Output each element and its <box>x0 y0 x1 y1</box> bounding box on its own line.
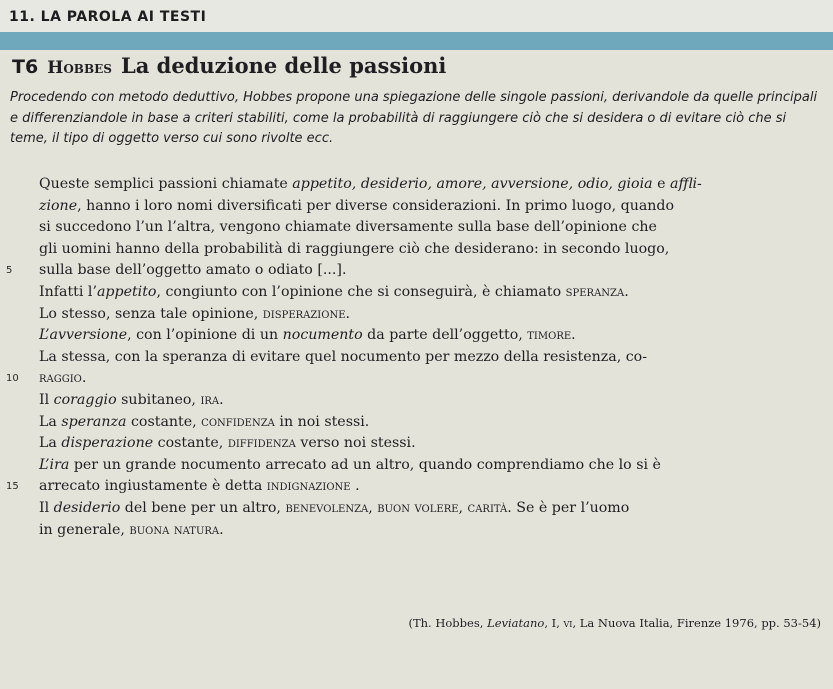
source-citation: (Th. Hobbes, Leviatano, I, vi, La Nuova Italia, Firenze 1976, pp. 53-54) <box>408 616 821 630</box>
passage-line: gli uomini hanno della probabilità di raggiungere ciò che desiderano: in secondo luogo, <box>39 240 670 257</box>
section-title: 11. LA PAROLA AI TESTI <box>9 9 207 25</box>
passage-line: 5 sulla base dell’oggetto amato o odiato [...]. <box>39 260 819 282</box>
passage-line: L’ira per un grande nocumento arrecato ad un altro, quando comprendiamo che lo si è <box>39 456 661 473</box>
passage-line: L’avversione, con l’opinione di un nocumento da parte dell’oggetto, timore. <box>39 327 576 344</box>
passage-line: Lo stesso, senza tale opinione, disperazione. <box>39 305 351 322</box>
text-author: Hobbes <box>47 58 112 78</box>
text-title: La deduzione delle passioni <box>121 53 447 78</box>
passage-line: Queste semplici passioni chiamate appetito, desiderio, amore, avversione, odio, gioia e affli- <box>39 176 702 192</box>
line-number: 5 <box>6 265 13 277</box>
passage-line: La speranza costante, confidenza in noi stessi. <box>39 413 370 430</box>
passage-line: si succedono l’un l’altra, vengono chiamate diversamente sulla base dell’opinione che <box>39 219 657 236</box>
passage-line: Il desiderio del bene per un altro, benevolenza, buon volere, carità. Se è per l’uomo <box>39 499 630 516</box>
passage-line: Infatti l’appetito, congiunto con l’opinione che si conseguirà, è chiamato speranza. <box>39 283 629 300</box>
passage-line: 15 arrecato ingiustamente è detta indignazione . <box>39 476 819 498</box>
passage-line: in generale, buona natura. <box>39 521 224 538</box>
line-number: 15 <box>6 481 19 493</box>
text-code: T6 <box>12 56 39 78</box>
passage-line: zione, hanno i loro nomi diversificati per diverse considerazioni. In primo luogo, quando <box>39 197 675 214</box>
text-heading <box>12 53 446 78</box>
passage-line: La stessa, con la speranza di evitare quel nocumento per mezzo della resistenza, co- <box>39 348 648 365</box>
line-number: 10 <box>6 373 19 385</box>
passage-line: La disperazione costante, diffidenza verso noi stessi. <box>39 435 416 452</box>
passage-line: 10 raggio. <box>39 368 819 390</box>
intro-paragraph: Procedendo con metodo deduttivo, Hobbes propone una spiegazione delle singole passioni, derivandole da quelle principali e differenziandole in base a criteri stabiliti, come la probabilità di raggiungere ciò che si desidera o di evitare ciò che si teme, il tipo di oggetto verso cui sono rivolte ecc. <box>10 90 818 146</box>
passage-line: Il coraggio subitaneo, ira. <box>39 391 224 408</box>
passage-body <box>6 174 819 541</box>
